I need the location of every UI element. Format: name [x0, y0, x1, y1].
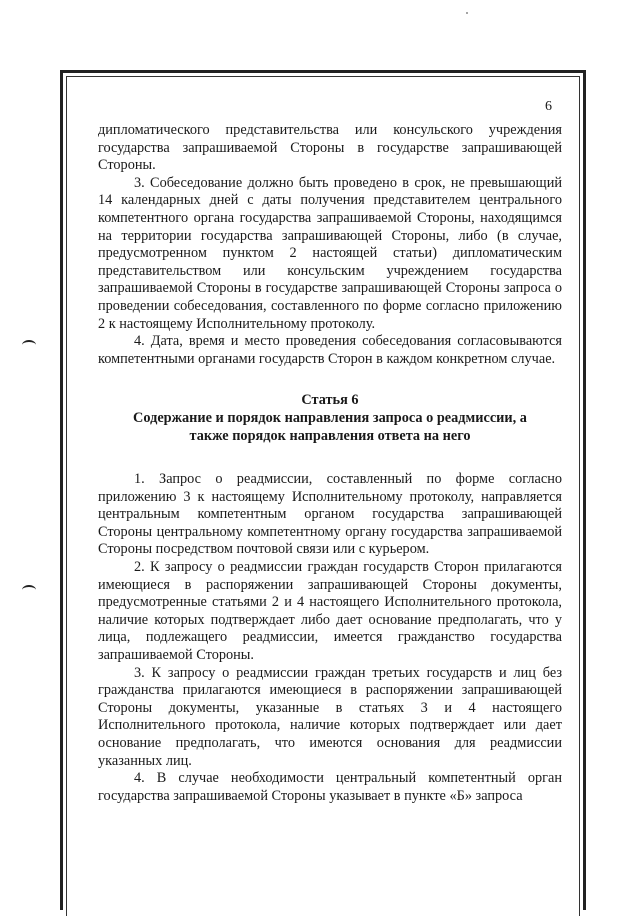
paragraphs-after-article [98, 471, 562, 805]
punch-hole-mark-upper [22, 340, 36, 350]
paragraph-continuation: дипломатического представительства или консульского учреждения государства запрашиваемой Стороны в государстве запрашивающей Стороны. [98, 122, 562, 174]
article-title: Статья 6 [301, 392, 359, 409]
scan-speck [466, 12, 468, 14]
paragraph-item-4: 4. Дата, время и место проведения собеседования согласовываются компетентными органами государств Сторон в каждом конкретном случае. [98, 333, 562, 367]
article-paragraph-2: 2. К запросу о реадмиссии граждан государств Сторон прилагаются имеющиеся в распоряжении запрашивающей Стороны документы, предусмотренные статьями 2 и 4 настоящего Исполнительного протокола, наличие которых подтверждает либо дает основание предполагать, что у лица, подлежащего реадмиссии, имеется гражданство государства запрашиваемой Стороны. [98, 559, 562, 664]
paragraphs-before-article [98, 122, 562, 368]
article-paragraph-1: 1. Запрос о реадмиссии, составленный по форме согласно приложению 3 к настоящему Исполнительному протоколу, направляется центральным компетентным органом государства запрашивающей Стороны центральному компетентному органу государства запрашиваемой Стороны посредством почтовой связи или с курьером. [98, 471, 562, 558]
article-paragraph-4: 4. В случае необходимости центральный компетентный орган государства запрашиваемой Стороны указывает в пункте «Б» запроса [98, 770, 562, 804]
article-paragraph-3: 3. К запросу о реадмиссии граждан третьих государств и лиц без гражданства прилагаются имеющиеся в распоряжении запрашивающей Стороны документы, указанные в статьях 3 и 4 настоящего Исполнительного протокола, наличие которых подтверждает или дает основание предполагать, что имеются основания для реадмиссии указанных лиц. [98, 664, 562, 769]
page-number: 6 [545, 99, 552, 114]
paragraph-item-3: 3. Собеседование должно быть проведено в срок, не превышающий 14 календарных дней с даты получения представителем центрального компетентного органа государства запрашиваемой Стороны, находящимся на территории государства запрашивающей Стороны, либо (в случае, предусмотренном пунктом 2 настоящей статьи) дипломатическим представительством или консульским учреждением государства запрашиваемой Стороны в государстве запрашивающей Стороны запроса о проведении собеседования, составленного по форме согласно приложению 2 к настоящему Исполнительному протоколу. [98, 174, 562, 332]
document-body [98, 98, 562, 805]
article-subtitle: Содержание и порядок направления запроса о реадмиссии, а также порядок направления ответа на него [133, 409, 527, 444]
punch-hole-mark-lower [22, 585, 36, 595]
